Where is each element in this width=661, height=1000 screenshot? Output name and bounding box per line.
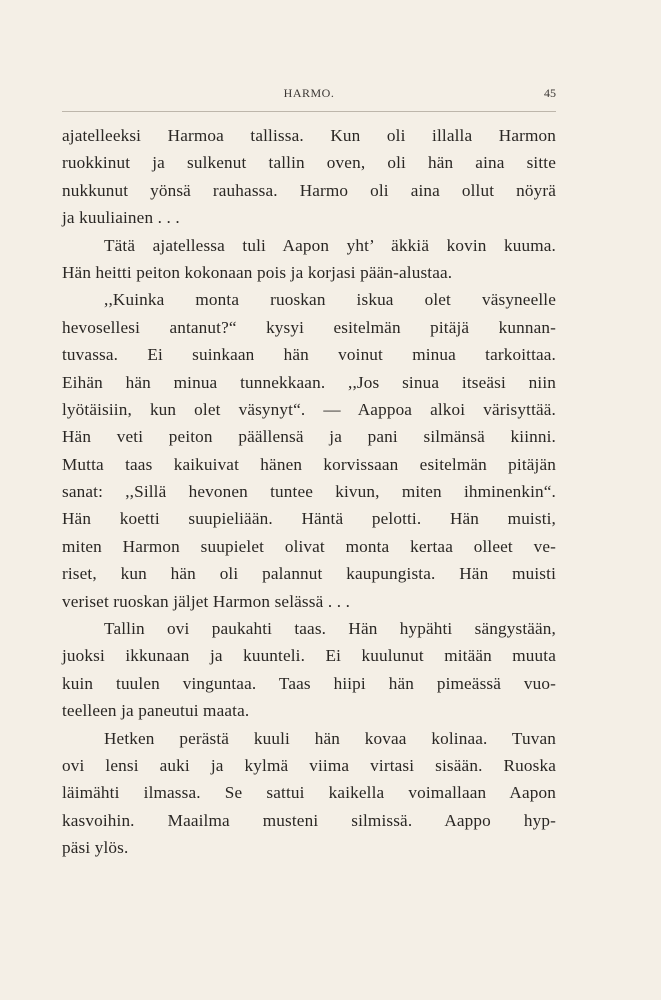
text-line: kuin tuulen vinguntaa. Taas hiipi hän pimeässä vuo- [62,673,556,693]
text-line: ovi lensi auki ja kylmä viima virtasi sisään. Ruoska [62,755,556,775]
page-number: 45 [544,86,556,100]
text-line: nukkunut yönsä rauhassa. Harmo oli aina ollut nöyrä [62,180,556,200]
text-line: miten Harmon suupielet olivat monta kertaa olleet ve- [62,536,556,556]
text-line: tuvassa. Ei suinkaan hän voinut minua tarkoittaa. [62,345,556,365]
text-line: Tallin ovi paukahti taas. Hän hypähti sängystään, [104,619,556,639]
text-line: juoksi ikkunaan ja kuunteli. Ei kuulunut mitään muuta [62,646,556,666]
text-line: Mutta taas kaikuivat hänen korvissaan esitelmän pitäjän [62,454,556,474]
text-line: Hän koetti suupieliään. Häntä pelotti. Hän muisti, [62,509,556,529]
running-head [62,86,556,106]
text-line: ruokkinut ja sulkenut tallin oven, oli hän aina sitte [62,153,556,173]
text-line: lyötäisiin, kun olet väsynyt“. — Aappoa alkoi värisyttää. [62,399,556,419]
text-line: läimähti ilmassa. Se sattui kaikella voimallaan Aapon [62,783,556,803]
text-line: hevosellesi antanut?“ kysyi esitelmän pitäjä kunnan- [62,317,556,337]
text-line: päsi ylös. [62,838,129,858]
text-line: ja kuuliainen . . . [62,208,180,228]
body-text [62,122,556,862]
text-line: kasvoihin. Maailma musteni silmissä. Aappo hyp- [62,810,556,830]
running-title: HARMO. [283,86,335,100]
text-line: Eihän hän minua tunnekkaan. ,,Jos sinua itseäsi niin [62,372,556,392]
text-line: ajatelleeksi Harmoa tallissa. Kun oli illalla Harmon [62,126,556,145]
header-rule [62,111,556,112]
text-line: veriset ruoskan jäljet Harmon selässä . . . [62,591,351,611]
text-line: Hetken perästä kuuli hän kovaa kolinaa. Tuvan [104,728,556,748]
text-line: sanat: ,,Sillä hevonen tuntee kivun, miten ihminenkin“. [62,482,556,502]
text-line: Hän veti peiton päällensä ja pani silmänsä kiinni. [62,427,556,447]
text-line: Hän heitti peiton kokonaan pois ja korjasi pään-alustaa. [62,262,453,282]
text-line: riset, kun hän oli palannut kaupungista. Hän muisti [62,564,556,584]
text-line: teelleen ja paneutui maata. [62,701,250,721]
text-line: ,,Kuinka monta ruoskan iskua olet väsyneelle [104,290,556,310]
text-line: Tätä ajatellessa tuli Aapon yht’ äkkiä kovin kuuma. [104,235,556,255]
